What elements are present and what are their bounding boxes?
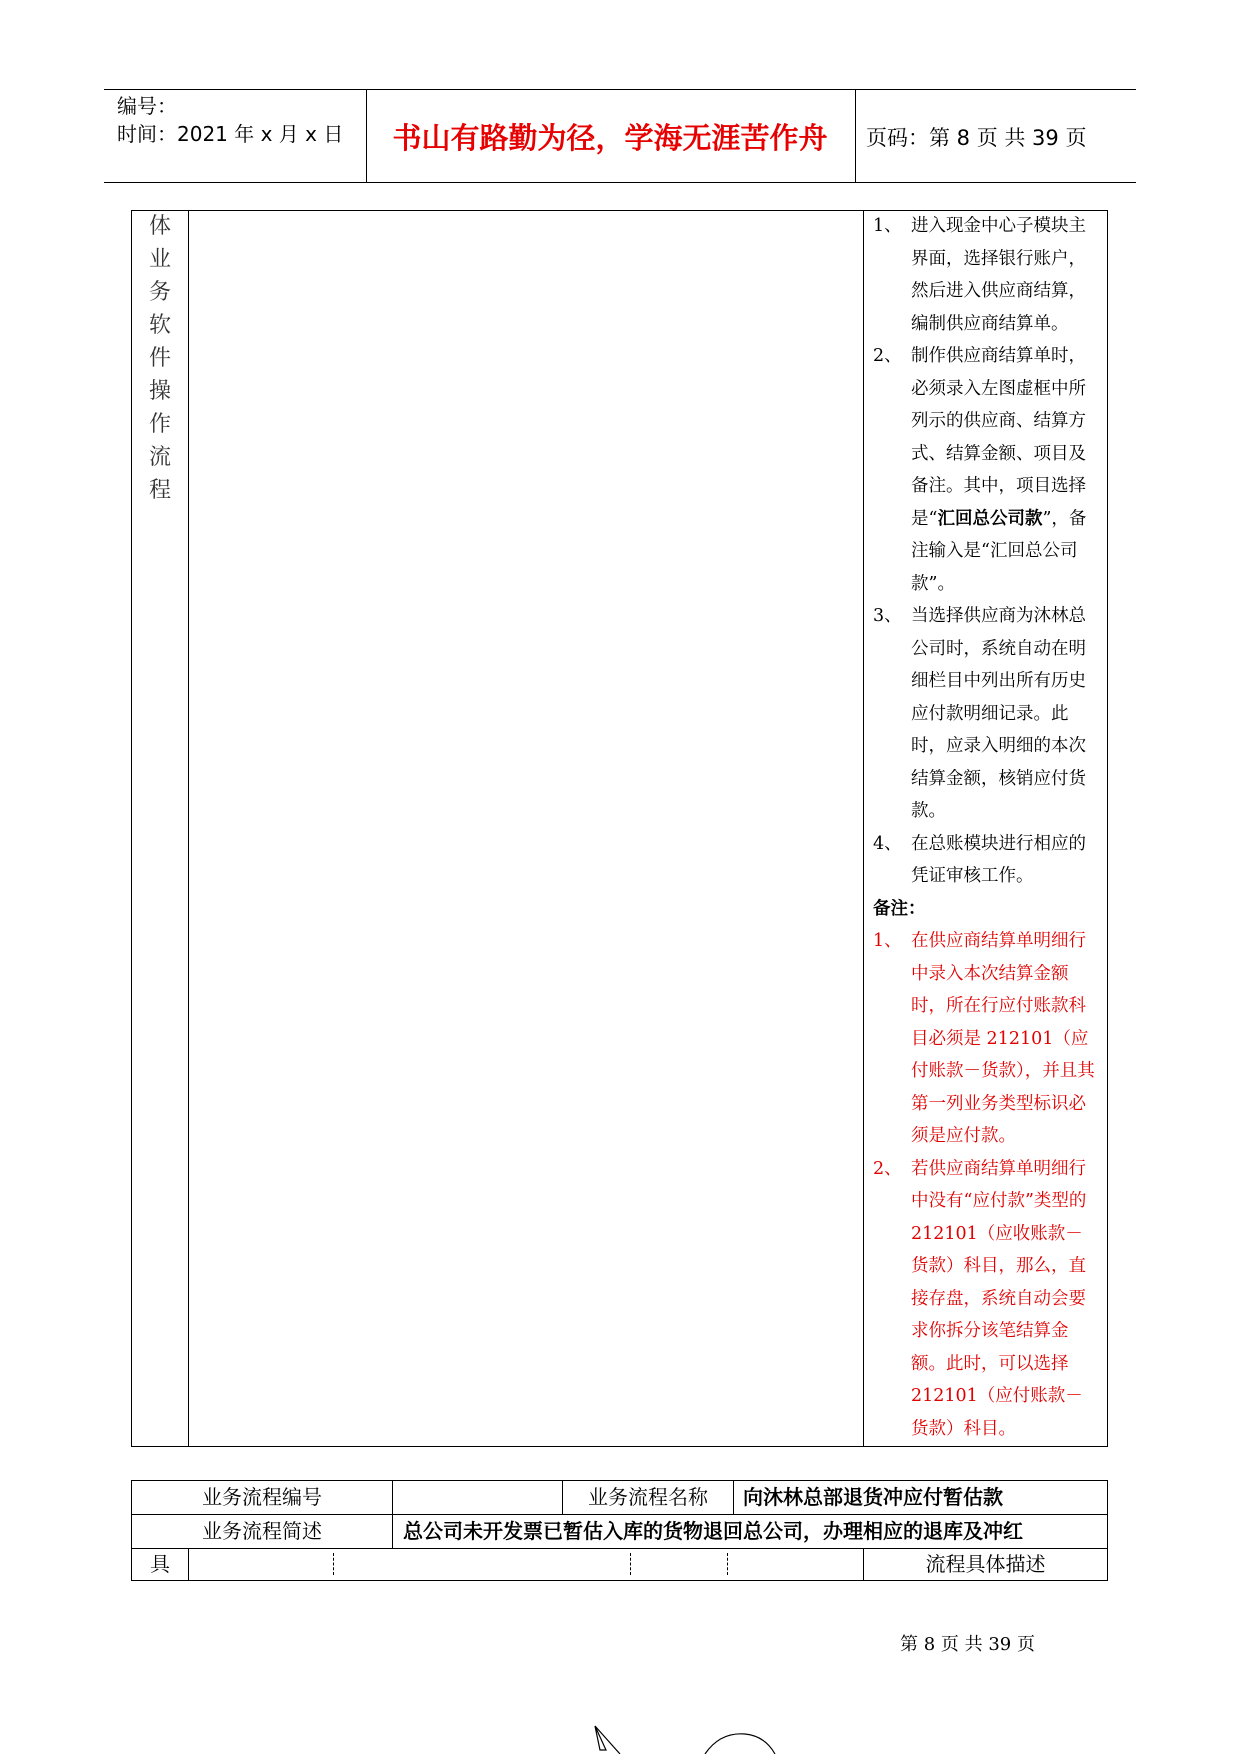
process-summary-label: 业务流程简述 (202, 1519, 322, 1543)
note-number: 2、 (873, 346, 902, 366)
note-item (873, 600, 1097, 828)
process-row3-label: 具 (150, 1552, 170, 1576)
header-top-rule (104, 89, 1136, 90)
vertical-char: 作 (148, 412, 171, 437)
remark-text: 在供应商结算单明细行中录入本次结算金额时，所在行应付账款科目必须是 212101（应付账款－货款），并且其第一列业务类型标识必须是应付款。 (911, 931, 1095, 1146)
note-item (873, 340, 1097, 600)
header-page-info: 页码：第 8 页 共 39 页 (866, 126, 1087, 150)
table-column-divider-1 (188, 210, 189, 1447)
note-item (873, 828, 1097, 893)
process-summary-value: 总公司未开发票已暂估入库的货物退回总公司，办理相应的退库及冲红 (403, 1519, 1023, 1543)
remark-number: 2、 (873, 1158, 902, 1179)
document-number-label: 编号： (117, 94, 177, 118)
header-bottom-rule (104, 182, 1136, 183)
process-col-divider (392, 1480, 393, 1514)
process-code-label: 业务流程编号 (202, 1485, 322, 1509)
note-text: 在总账模块进行相应的凭证审核工作。 (911, 833, 1086, 886)
note-number: 1、 (873, 216, 902, 236)
vertical-char: 业 (148, 247, 171, 272)
vertical-char: 流 (148, 445, 171, 470)
header-divider-right (855, 89, 856, 182)
process-name-label: 业务流程名称 (588, 1485, 708, 1509)
vertical-char: 件 (148, 346, 171, 371)
process-description-header: 流程具体描述 (925, 1552, 1046, 1576)
header-motto: 书山有路勤为径，学海无涯苦作舟 (392, 121, 828, 155)
vertical-char: 务 (148, 280, 171, 305)
note-text: 当选择供应商为沐林总公司时，系统自动在明细栏目中列出所有历史应付款明细记录。此时，应录入明细的本次结算金额，核销应付货款。 (911, 606, 1086, 821)
flowchart-fragment-icon (560, 1720, 800, 1754)
vertical-char: 软 (148, 313, 171, 338)
process-col-divider (188, 1548, 189, 1581)
document-time: 时间：2021 年 x 月 x 日 (117, 122, 344, 146)
remark-heading: 备注： (873, 898, 926, 919)
vertical-char: 程 (148, 478, 171, 503)
note-item (873, 210, 1097, 340)
remark-item (873, 1153, 1097, 1446)
note-text: 进入现金中心子模块主界面，选择银行账户，然后进入供应商结算，编制供应商结算单。 (911, 216, 1086, 334)
table-column-divider-2 (863, 210, 864, 1447)
note-text: 制作供应商结算单时，必须录入左图虚框中所列示的供应商、结算方式、结算金额、项目及备注。其中，项目选择是“ (911, 346, 1086, 529)
vertical-section-label (132, 210, 188, 507)
vertical-char: 体 (148, 214, 171, 239)
flow-dashed-guide (333, 1553, 334, 1575)
note-number: 4、 (873, 833, 902, 854)
remark-item (873, 925, 1097, 1153)
process-col-divider (733, 1480, 734, 1514)
footer-page-number: 第 8 页 共 39 页 (900, 1634, 1035, 1655)
process-col-divider (392, 1514, 393, 1548)
note-number: 3、 (873, 606, 902, 626)
flow-dashed-guide (727, 1553, 728, 1575)
note-text: ”，备注输入是“汇回总公司款”。 (911, 508, 1087, 594)
header-meta (117, 92, 357, 148)
process-name-value: 向沐林总部退货冲应付暂估款 (743, 1485, 1003, 1509)
vertical-char: 操 (148, 379, 171, 404)
operation-notes (873, 210, 1097, 1445)
flow-dashed-guide (630, 1553, 631, 1575)
remark-text: 若供应商结算单明细行中没有“应付款”类型的 212101（应收账款－货款）科目，那么，直接存盘，系统自动会要求你拆分该笔结算金额。此时，可以选择 212101（应付账款－货款）科目。 (911, 1158, 1087, 1439)
note-emphasis: 汇回总公司款 (937, 508, 1043, 529)
remark-number: 1、 (873, 931, 902, 951)
